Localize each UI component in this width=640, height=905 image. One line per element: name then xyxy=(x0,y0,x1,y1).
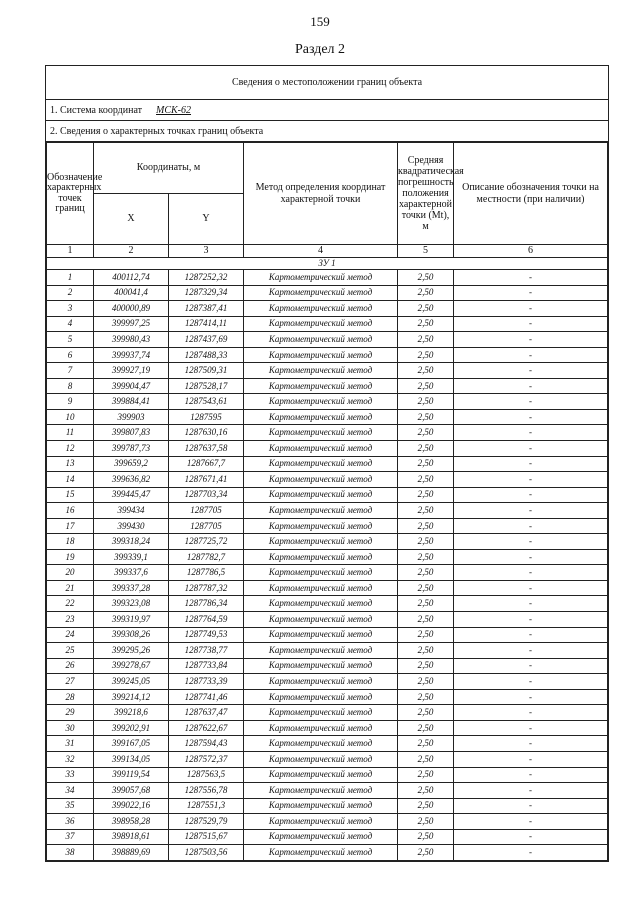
point-number: 23 xyxy=(47,612,94,628)
accuracy: 2,50 xyxy=(398,783,454,799)
point-number: 12 xyxy=(47,441,94,457)
accuracy: 2,50 xyxy=(398,332,454,348)
point-number: 36 xyxy=(47,814,94,830)
description: - xyxy=(454,534,608,550)
point-number: 5 xyxy=(47,332,94,348)
coord-x: 400112,74 xyxy=(94,270,169,286)
coord-x: 399308,26 xyxy=(94,627,169,643)
accuracy: 2,50 xyxy=(398,596,454,612)
coord-x: 399202,91 xyxy=(94,720,169,736)
accuracy: 2,50 xyxy=(398,658,454,674)
description: - xyxy=(454,767,608,783)
description: - xyxy=(454,751,608,767)
table-row xyxy=(47,829,608,845)
coord-x: 399339,1 xyxy=(94,549,169,565)
coord-x: 399787,73 xyxy=(94,441,169,457)
point-number: 31 xyxy=(47,736,94,752)
method: Картометрический метод xyxy=(244,487,398,503)
description: - xyxy=(454,736,608,752)
point-number: 35 xyxy=(47,798,94,814)
coord-system-label: 1. Система координат xyxy=(50,104,143,116)
coord-x: 399318,24 xyxy=(94,534,169,550)
point-number: 22 xyxy=(47,596,94,612)
point-number: 32 xyxy=(47,751,94,767)
description: - xyxy=(454,332,608,348)
description: - xyxy=(454,456,608,472)
coord-y: 1287764,59 xyxy=(169,612,244,628)
method: Картометрический метод xyxy=(244,549,398,565)
coord-y: 1287786,34 xyxy=(169,596,244,612)
description: - xyxy=(454,689,608,705)
coord-y: 1287488,33 xyxy=(169,347,244,363)
method: Картометрический метод xyxy=(244,658,398,674)
column-number: 6 xyxy=(454,245,608,258)
coord-x: 398918,61 xyxy=(94,829,169,845)
method: Картометрический метод xyxy=(244,301,398,317)
description: - xyxy=(454,720,608,736)
method: Картометрический метод xyxy=(244,441,398,457)
table-row xyxy=(47,472,608,488)
description: - xyxy=(454,596,608,612)
point-number: 14 xyxy=(47,472,94,488)
header-y: Y xyxy=(169,194,244,245)
point-number: 27 xyxy=(47,674,94,690)
table-row xyxy=(47,503,608,519)
method: Картометрический метод xyxy=(244,829,398,845)
point-number: 15 xyxy=(47,487,94,503)
point-number: 17 xyxy=(47,518,94,534)
method: Картометрический метод xyxy=(244,751,398,767)
description: - xyxy=(454,705,608,721)
coord-x: 399295,26 xyxy=(94,643,169,659)
table-row xyxy=(47,347,608,363)
header-description: Описание обозначения точки на местности (при наличии) xyxy=(454,143,608,245)
header-accuracy: Средняя квадратическая погрешность положения характерной точки (Mt), м xyxy=(398,143,454,245)
description: - xyxy=(454,503,608,519)
coord-y: 1287637,47 xyxy=(169,705,244,721)
description: - xyxy=(454,627,608,643)
table-row xyxy=(47,814,608,830)
method: Картометрический метод xyxy=(244,814,398,830)
method: Картометрический метод xyxy=(244,596,398,612)
coord-x: 399903 xyxy=(94,409,169,425)
point-number: 33 xyxy=(47,767,94,783)
method: Картометрический метод xyxy=(244,689,398,705)
table-row xyxy=(47,783,608,799)
coord-system-value: МСК-62 xyxy=(156,104,192,116)
point-number: 19 xyxy=(47,549,94,565)
coord-x: 399937,74 xyxy=(94,347,169,363)
table-row xyxy=(47,689,608,705)
description: - xyxy=(454,285,608,301)
section-title: Раздел 2 xyxy=(294,42,346,57)
description: - xyxy=(454,814,608,830)
method: Картометрический метод xyxy=(244,378,398,394)
coord-x: 399980,43 xyxy=(94,332,169,348)
coord-y: 1287563,5 xyxy=(169,767,244,783)
point-number: 28 xyxy=(47,689,94,705)
accuracy: 2,50 xyxy=(398,814,454,830)
accuracy: 2,50 xyxy=(398,829,454,845)
table-row xyxy=(47,767,608,783)
point-number: 1 xyxy=(47,270,94,286)
coord-x: 399022,16 xyxy=(94,798,169,814)
coord-y: 1287528,17 xyxy=(169,378,244,394)
method: Картометрический метод xyxy=(244,425,398,441)
point-number: 11 xyxy=(47,425,94,441)
coord-y: 1287705 xyxy=(169,518,244,534)
accuracy: 2,50 xyxy=(398,674,454,690)
point-number: 10 xyxy=(47,409,94,425)
method: Картометрический метод xyxy=(244,456,398,472)
description: - xyxy=(454,565,608,581)
coord-y: 1287556,78 xyxy=(169,783,244,799)
coord-x: 399430 xyxy=(94,518,169,534)
coord-x: 399057,68 xyxy=(94,783,169,799)
accuracy: 2,50 xyxy=(398,285,454,301)
coord-x: 399214,12 xyxy=(94,689,169,705)
coord-y: 1287787,32 xyxy=(169,580,244,596)
table-row xyxy=(47,332,608,348)
page-number: 159 xyxy=(310,14,330,29)
method: Картометрический метод xyxy=(244,285,398,301)
method: Картометрический метод xyxy=(244,720,398,736)
point-number: 26 xyxy=(47,658,94,674)
point-number: 37 xyxy=(47,829,94,845)
header-x: X xyxy=(94,194,169,245)
coord-x: 399337,28 xyxy=(94,580,169,596)
point-number: 21 xyxy=(47,580,94,596)
coord-y: 1287738,77 xyxy=(169,643,244,659)
description: - xyxy=(454,580,608,596)
point-number: 18 xyxy=(47,534,94,550)
coord-x: 399323,08 xyxy=(94,596,169,612)
point-number: 6 xyxy=(47,347,94,363)
table-row xyxy=(47,456,608,472)
table-row xyxy=(47,363,608,379)
point-number: 3 xyxy=(47,301,94,317)
accuracy: 2,50 xyxy=(398,425,454,441)
method: Картометрический метод xyxy=(244,612,398,628)
accuracy: 2,50 xyxy=(398,612,454,628)
coord-y: 1287786,5 xyxy=(169,565,244,581)
point-number: 8 xyxy=(47,378,94,394)
table-row xyxy=(47,798,608,814)
table-row xyxy=(47,596,608,612)
description: - xyxy=(454,363,608,379)
method: Картометрический метод xyxy=(244,798,398,814)
point-number: 7 xyxy=(47,363,94,379)
accuracy: 2,50 xyxy=(398,347,454,363)
accuracy: 2,50 xyxy=(398,270,454,286)
point-number: 34 xyxy=(47,783,94,799)
coord-y: 1287782,7 xyxy=(169,549,244,565)
coord-y: 1287733,39 xyxy=(169,674,244,690)
coord-x: 399636,82 xyxy=(94,472,169,488)
description: - xyxy=(454,378,608,394)
points-grid xyxy=(46,142,608,861)
coord-x: 399245,05 xyxy=(94,674,169,690)
coord-y: 1287509,31 xyxy=(169,363,244,379)
coord-y: 1287572,37 xyxy=(169,751,244,767)
table-row xyxy=(47,301,608,317)
method: Картометрический метод xyxy=(244,643,398,659)
column-number: 1 xyxy=(47,245,94,258)
table-row xyxy=(47,565,608,581)
description: - xyxy=(454,612,608,628)
accuracy: 2,50 xyxy=(398,767,454,783)
method: Картометрический метод xyxy=(244,534,398,550)
method: Картометрический метод xyxy=(244,270,398,286)
point-number: 29 xyxy=(47,705,94,721)
accuracy: 2,50 xyxy=(398,487,454,503)
description: - xyxy=(454,643,608,659)
coord-y: 1287529,79 xyxy=(169,814,244,830)
accuracy: 2,50 xyxy=(398,705,454,721)
coord-x: 399134,05 xyxy=(94,751,169,767)
zone-row xyxy=(47,258,608,270)
description: - xyxy=(454,674,608,690)
coord-x: 400000,89 xyxy=(94,301,169,317)
coord-y: 1287329,34 xyxy=(169,285,244,301)
description: - xyxy=(454,441,608,457)
coord-y: 1287437,69 xyxy=(169,332,244,348)
method: Картометрический метод xyxy=(244,409,398,425)
coord-x: 399218,6 xyxy=(94,705,169,721)
coord-y: 1287594,43 xyxy=(169,736,244,752)
point-number: 4 xyxy=(47,316,94,332)
accuracy: 2,50 xyxy=(398,751,454,767)
table-row xyxy=(47,643,608,659)
table-row xyxy=(47,425,608,441)
table-row xyxy=(47,720,608,736)
method: Картометрический метод xyxy=(244,503,398,519)
method: Картометрический метод xyxy=(244,767,398,783)
method: Картометрический метод xyxy=(244,316,398,332)
coord-x: 399659,2 xyxy=(94,456,169,472)
column-number: 3 xyxy=(169,245,244,258)
coord-x: 399319,97 xyxy=(94,612,169,628)
accuracy: 2,50 xyxy=(398,720,454,736)
coord-y: 1287703,34 xyxy=(169,487,244,503)
table-title: Сведения о местоположении границ объекта xyxy=(46,66,609,100)
coord-x: 399927,19 xyxy=(94,363,169,379)
description: - xyxy=(454,783,608,799)
accuracy: 2,50 xyxy=(398,441,454,457)
coord-x: 399119,54 xyxy=(94,767,169,783)
table-row xyxy=(47,627,608,643)
accuracy: 2,50 xyxy=(398,534,454,550)
point-number: 13 xyxy=(47,456,94,472)
coord-y: 1287622,67 xyxy=(169,720,244,736)
coord-x: 398889,69 xyxy=(94,845,169,861)
coord-x: 400041,4 xyxy=(94,285,169,301)
point-number: 20 xyxy=(47,565,94,581)
accuracy: 2,50 xyxy=(398,378,454,394)
description: - xyxy=(454,270,608,286)
method: Картометрический метод xyxy=(244,518,398,534)
coord-x: 399904,47 xyxy=(94,378,169,394)
coord-y: 1287733,84 xyxy=(169,658,244,674)
accuracy: 2,50 xyxy=(398,736,454,752)
characteristic-points-label: 2. Сведения о характерных точках границ объекта xyxy=(46,121,609,142)
method: Картометрический метод xyxy=(244,736,398,752)
coord-y: 1287252,32 xyxy=(169,270,244,286)
points-grid-body xyxy=(47,143,608,861)
table-row xyxy=(47,441,608,457)
accuracy: 2,50 xyxy=(398,472,454,488)
table-row xyxy=(47,612,608,628)
coord-x: 399278,67 xyxy=(94,658,169,674)
coord-y: 1287725,72 xyxy=(169,534,244,550)
method: Картометрический метод xyxy=(244,394,398,410)
accuracy: 2,50 xyxy=(398,580,454,596)
coord-y: 1287551,3 xyxy=(169,798,244,814)
method: Картометрический метод xyxy=(244,565,398,581)
point-number: 25 xyxy=(47,643,94,659)
method: Картометрический метод xyxy=(244,674,398,690)
table-row xyxy=(47,270,608,286)
point-number: 24 xyxy=(47,627,94,643)
point-number: 16 xyxy=(47,503,94,519)
description: - xyxy=(454,487,608,503)
method: Картометрический метод xyxy=(244,347,398,363)
coord-x: 399997,25 xyxy=(94,316,169,332)
table-row xyxy=(47,316,608,332)
boundary-info-table xyxy=(45,65,609,862)
table-row xyxy=(47,658,608,674)
table-row xyxy=(47,409,608,425)
description: - xyxy=(454,347,608,363)
table-row xyxy=(47,487,608,503)
table-row xyxy=(47,845,608,861)
description: - xyxy=(454,798,608,814)
point-number: 9 xyxy=(47,394,94,410)
accuracy: 2,50 xyxy=(398,394,454,410)
coord-x: 399337,6 xyxy=(94,565,169,581)
description: - xyxy=(454,394,608,410)
column-number: 5 xyxy=(398,245,454,258)
point-number: 38 xyxy=(47,845,94,861)
table-row xyxy=(47,518,608,534)
accuracy: 2,50 xyxy=(398,627,454,643)
table-row xyxy=(47,378,608,394)
coord-y: 1287543,61 xyxy=(169,394,244,410)
coord-x: 399445,47 xyxy=(94,487,169,503)
accuracy: 2,50 xyxy=(398,316,454,332)
accuracy: 2,50 xyxy=(398,689,454,705)
method: Картометрический метод xyxy=(244,332,398,348)
accuracy: 2,50 xyxy=(398,798,454,814)
description: - xyxy=(454,472,608,488)
table-row xyxy=(47,394,608,410)
coord-system-line xyxy=(46,100,609,121)
accuracy: 2,50 xyxy=(398,409,454,425)
method: Картометрический метод xyxy=(244,845,398,861)
accuracy: 2,50 xyxy=(398,565,454,581)
point-number: 30 xyxy=(47,720,94,736)
coord-y: 1287503,56 xyxy=(169,845,244,861)
coord-x: 399167,05 xyxy=(94,736,169,752)
header-method: Метод определения координат характерной точки xyxy=(244,143,398,245)
coord-y: 1287637,58 xyxy=(169,441,244,457)
coord-x: 399884,41 xyxy=(94,394,169,410)
description: - xyxy=(454,829,608,845)
table-row xyxy=(47,736,608,752)
table-row xyxy=(47,674,608,690)
coord-y: 1287387,41 xyxy=(169,301,244,317)
method: Картометрический метод xyxy=(244,363,398,379)
method: Картометрический метод xyxy=(244,472,398,488)
coord-x: 398958,28 xyxy=(94,814,169,830)
coord-y: 1287705 xyxy=(169,503,244,519)
table-row xyxy=(47,285,608,301)
description: - xyxy=(454,518,608,534)
header-point-designation: Обозначение характерных точек границ xyxy=(47,143,94,245)
accuracy: 2,50 xyxy=(398,363,454,379)
coord-y: 1287667,7 xyxy=(169,456,244,472)
table-row xyxy=(47,549,608,565)
accuracy: 2,50 xyxy=(398,845,454,861)
header-coordinates: Координаты, м xyxy=(94,143,244,194)
coord-y: 1287595 xyxy=(169,409,244,425)
accuracy: 2,50 xyxy=(398,456,454,472)
description: - xyxy=(454,658,608,674)
zone-label: ЗУ 1 xyxy=(47,258,608,270)
accuracy: 2,50 xyxy=(398,549,454,565)
method: Картометрический метод xyxy=(244,580,398,596)
points-grid-cell xyxy=(46,142,609,862)
accuracy: 2,50 xyxy=(398,518,454,534)
method: Картометрический метод xyxy=(244,627,398,643)
coord-x: 399434 xyxy=(94,503,169,519)
description: - xyxy=(454,549,608,565)
coord-x: 399807,83 xyxy=(94,425,169,441)
description: - xyxy=(454,409,608,425)
description: - xyxy=(454,316,608,332)
table-row xyxy=(47,751,608,767)
coord-y: 1287749,53 xyxy=(169,627,244,643)
description: - xyxy=(454,845,608,861)
coord-y: 1287741,46 xyxy=(169,689,244,705)
coord-y: 1287515,67 xyxy=(169,829,244,845)
column-number: 4 xyxy=(244,245,398,258)
point-number: 2 xyxy=(47,285,94,301)
accuracy: 2,50 xyxy=(398,643,454,659)
method: Картометрический метод xyxy=(244,705,398,721)
coord-y: 1287630,16 xyxy=(169,425,244,441)
table-row xyxy=(47,705,608,721)
description: - xyxy=(454,425,608,441)
accuracy: 2,50 xyxy=(398,301,454,317)
coord-y: 1287671,41 xyxy=(169,472,244,488)
column-number: 2 xyxy=(94,245,169,258)
description: - xyxy=(454,301,608,317)
column-numbers-row xyxy=(47,245,608,258)
coord-y: 1287414,11 xyxy=(169,316,244,332)
accuracy: 2,50 xyxy=(398,503,454,519)
table-row xyxy=(47,534,608,550)
method: Картометрический метод xyxy=(244,783,398,799)
table-row xyxy=(47,580,608,596)
